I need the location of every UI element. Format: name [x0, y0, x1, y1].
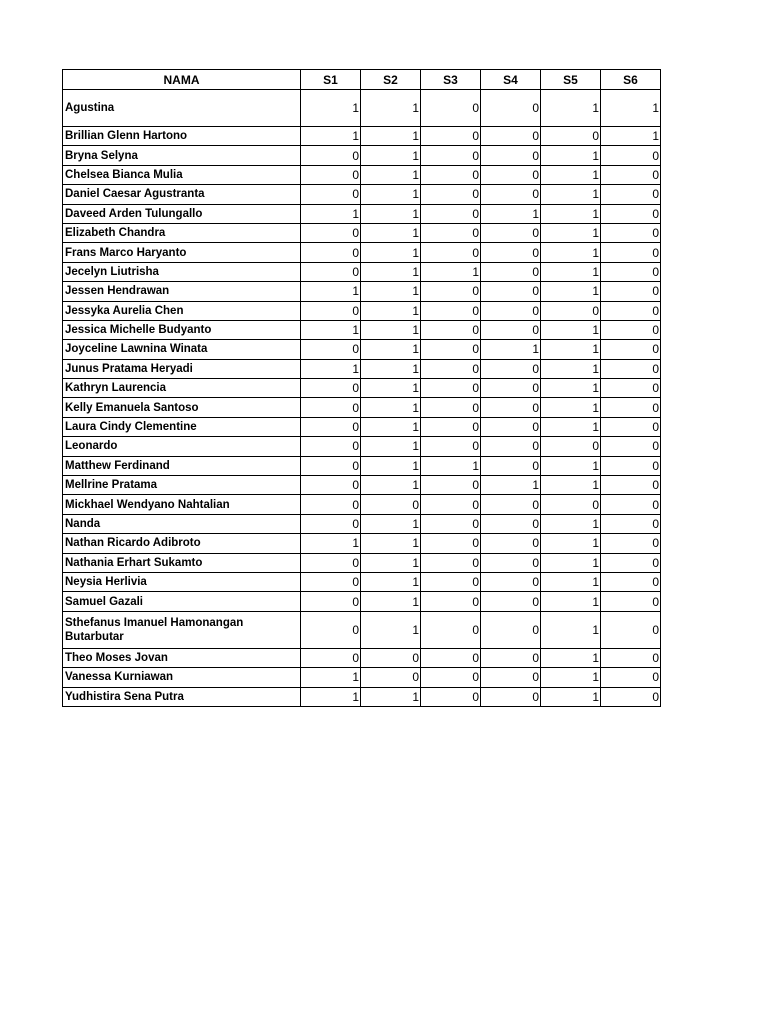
student-name-cell: Jessen Hendrawan: [63, 282, 301, 301]
score-cell-s2: 1: [361, 417, 421, 436]
score-cell-s2: 1: [361, 282, 421, 301]
student-name-cell: Yudhistira Sena Putra: [63, 687, 301, 706]
score-cell-s1: 0: [301, 476, 361, 495]
table-row: [63, 534, 661, 553]
score-cell-s6: 0: [601, 146, 661, 165]
score-cell-s4: 0: [481, 146, 541, 165]
score-cell-s6: 0: [601, 185, 661, 204]
score-cell-s4: 0: [481, 243, 541, 262]
score-cell-s2: 1: [361, 320, 421, 339]
score-cell-s5: 1: [541, 243, 601, 262]
score-cell-s6: 0: [601, 379, 661, 398]
score-cell-s2: 0: [361, 495, 421, 514]
student-name-cell: Mickhael Wendyano Nahtalian: [63, 495, 301, 514]
score-cell-s3: 0: [421, 204, 481, 223]
score-cell-s3: 0: [421, 572, 481, 591]
score-cell-s5: 1: [541, 320, 601, 339]
score-cell-s3: 0: [421, 282, 481, 301]
score-cell-s2: 1: [361, 359, 421, 378]
score-cell-s5: 1: [541, 165, 601, 184]
score-cell-s2: 1: [361, 340, 421, 359]
score-cell-s4: 0: [481, 648, 541, 667]
score-cell-s2: 1: [361, 185, 421, 204]
student-name-cell: Brillian Glenn Hartono: [63, 127, 301, 146]
score-cell-s4: 0: [481, 359, 541, 378]
score-cell-s4: 0: [481, 553, 541, 572]
score-cell-s3: 0: [421, 398, 481, 417]
score-cell-s3: 0: [421, 379, 481, 398]
score-cell-s5: 1: [541, 648, 601, 667]
score-cell-s1: 0: [301, 146, 361, 165]
score-cell-s1: 1: [301, 320, 361, 339]
score-cell-s4: 0: [481, 398, 541, 417]
score-cell-s3: 1: [421, 456, 481, 475]
score-cell-s1: 1: [301, 359, 361, 378]
score-cell-s4: 0: [481, 262, 541, 281]
table-row: [63, 262, 661, 281]
score-cell-s3: 0: [421, 495, 481, 514]
table-row: [63, 243, 661, 262]
score-cell-s2: 1: [361, 687, 421, 706]
header-s3: S3: [421, 70, 481, 90]
score-cell-s5: 1: [541, 417, 601, 436]
score-cell-s5: 1: [541, 379, 601, 398]
student-name-cell: Samuel Gazali: [63, 592, 301, 611]
header-s5: S5: [541, 70, 601, 90]
score-cell-s2: 1: [361, 572, 421, 591]
header-s2: S2: [361, 70, 421, 90]
score-cell-s2: 1: [361, 534, 421, 553]
score-cell-s4: 0: [481, 165, 541, 184]
score-cell-s6: 0: [601, 534, 661, 553]
score-cell-s4: 0: [481, 282, 541, 301]
student-name-cell: Nanda: [63, 514, 301, 533]
table-row: [63, 320, 661, 339]
score-cell-s6: 0: [601, 301, 661, 320]
score-cell-s5: 0: [541, 127, 601, 146]
score-cell-s2: 1: [361, 127, 421, 146]
score-cell-s5: 1: [541, 146, 601, 165]
student-name-cell: Theo Moses Jovan: [63, 648, 301, 667]
score-cell-s6: 0: [601, 437, 661, 456]
score-cell-s2: 1: [361, 243, 421, 262]
table-row: [63, 359, 661, 378]
student-name-cell: Frans Marco Haryanto: [63, 243, 301, 262]
score-cell-s2: 1: [361, 611, 421, 648]
score-cell-s3: 0: [421, 223, 481, 242]
score-cell-s3: 0: [421, 127, 481, 146]
score-cell-s2: 1: [361, 223, 421, 242]
score-cell-s4: 0: [481, 668, 541, 687]
score-cell-s5: 1: [541, 611, 601, 648]
score-cell-s2: 1: [361, 398, 421, 417]
score-cell-s6: 0: [601, 553, 661, 572]
score-cell-s3: 0: [421, 553, 481, 572]
score-cell-s1: 0: [301, 514, 361, 533]
score-cell-s6: 0: [601, 340, 661, 359]
student-name-cell: Nathan Ricardo Adibroto: [63, 534, 301, 553]
table-row: [63, 495, 661, 514]
score-cell-s1: 0: [301, 165, 361, 184]
table-row: [63, 476, 661, 495]
score-cell-s3: 0: [421, 668, 481, 687]
table-row: [63, 417, 661, 436]
score-cell-s2: 1: [361, 301, 421, 320]
table-row: [63, 648, 661, 667]
score-cell-s4: 1: [481, 476, 541, 495]
score-cell-s3: 0: [421, 90, 481, 127]
table-row: [63, 611, 661, 648]
score-cell-s2: 1: [361, 456, 421, 475]
table-row: [63, 165, 661, 184]
table-row: [63, 398, 661, 417]
table-row: [63, 301, 661, 320]
score-cell-s1: 1: [301, 282, 361, 301]
score-cell-s4: 0: [481, 572, 541, 591]
score-cell-s4: 0: [481, 456, 541, 475]
score-cell-s1: 0: [301, 456, 361, 475]
score-cell-s4: 0: [481, 127, 541, 146]
score-cell-s2: 1: [361, 437, 421, 456]
score-cell-s5: 1: [541, 185, 601, 204]
score-cell-s5: 1: [541, 223, 601, 242]
student-name-cell: Jecelyn Liutrisha: [63, 262, 301, 281]
student-name-cell: Kathryn Laurencia: [63, 379, 301, 398]
score-cell-s5: 1: [541, 514, 601, 533]
score-cell-s2: 0: [361, 668, 421, 687]
score-cell-s5: 1: [541, 668, 601, 687]
score-cell-s1: 1: [301, 127, 361, 146]
header-nama: NAMA: [63, 70, 301, 90]
score-cell-s4: 0: [481, 417, 541, 436]
student-name-cell: Neysia Herlivia: [63, 572, 301, 591]
score-cell-s3: 0: [421, 417, 481, 436]
score-cell-s2: 1: [361, 553, 421, 572]
score-cell-s6: 0: [601, 572, 661, 591]
student-name-cell: Nathania Erhart Sukamto: [63, 553, 301, 572]
score-cell-s5: 1: [541, 262, 601, 281]
score-cell-s2: 1: [361, 262, 421, 281]
table-row: [63, 456, 661, 475]
score-cell-s3: 0: [421, 320, 481, 339]
score-cell-s5: 1: [541, 572, 601, 591]
score-cell-s4: 0: [481, 495, 541, 514]
score-cell-s5: 1: [541, 456, 601, 475]
score-cell-s6: 0: [601, 611, 661, 648]
header-row: [63, 70, 661, 90]
score-cell-s1: 0: [301, 495, 361, 514]
student-name-cell: Matthew Ferdinand: [63, 456, 301, 475]
score-cell-s1: 1: [301, 534, 361, 553]
score-cell-s2: 1: [361, 514, 421, 533]
score-cell-s6: 0: [601, 476, 661, 495]
table-row: [63, 668, 661, 687]
score-cell-s1: 0: [301, 243, 361, 262]
score-cell-s3: 0: [421, 185, 481, 204]
table-row: [63, 146, 661, 165]
score-cell-s2: 1: [361, 146, 421, 165]
score-cell-s3: 0: [421, 301, 481, 320]
score-cell-s2: 1: [361, 90, 421, 127]
header-s4: S4: [481, 70, 541, 90]
table-row: [63, 127, 661, 146]
score-cell-s2: 1: [361, 165, 421, 184]
score-cell-s1: 0: [301, 223, 361, 242]
score-cell-s1: 0: [301, 648, 361, 667]
score-cell-s6: 0: [601, 262, 661, 281]
score-cell-s5: 0: [541, 301, 601, 320]
score-cell-s6: 1: [601, 127, 661, 146]
score-cell-s6: 0: [601, 456, 661, 475]
score-cell-s4: 0: [481, 185, 541, 204]
score-cell-s2: 1: [361, 379, 421, 398]
score-cell-s6: 0: [601, 398, 661, 417]
score-cell-s1: 0: [301, 398, 361, 417]
score-cell-s6: 0: [601, 417, 661, 436]
score-cell-s5: 0: [541, 495, 601, 514]
score-cell-s1: 0: [301, 611, 361, 648]
score-cell-s3: 0: [421, 359, 481, 378]
table-row: [63, 204, 661, 223]
student-name-cell: Junus Pratama Heryadi: [63, 359, 301, 378]
table-row: [63, 223, 661, 242]
score-cell-s5: 1: [541, 553, 601, 572]
table-body: [63, 90, 661, 707]
score-cell-s6: 0: [601, 243, 661, 262]
score-cell-s3: 0: [421, 243, 481, 262]
score-cell-s3: 0: [421, 437, 481, 456]
score-cell-s3: 0: [421, 592, 481, 611]
score-cell-s6: 0: [601, 668, 661, 687]
table-row: [63, 572, 661, 591]
score-cell-s5: 1: [541, 204, 601, 223]
student-name-cell: Joyceline Lawnina Winata: [63, 340, 301, 359]
student-name-cell: Agustina: [63, 90, 301, 127]
score-cell-s1: 0: [301, 185, 361, 204]
score-cell-s6: 1: [601, 90, 661, 127]
score-cell-s4: 0: [481, 514, 541, 533]
score-cell-s5: 1: [541, 340, 601, 359]
student-name-cell: Daveed Arden Tulungallo: [63, 204, 301, 223]
score-cell-s3: 0: [421, 534, 481, 553]
table-row: [63, 379, 661, 398]
score-cell-s5: 1: [541, 476, 601, 495]
score-cell-s6: 0: [601, 282, 661, 301]
score-cell-s2: 1: [361, 592, 421, 611]
score-cell-s5: 1: [541, 534, 601, 553]
table-row: [63, 592, 661, 611]
score-cell-s3: 1: [421, 262, 481, 281]
score-cell-s6: 0: [601, 648, 661, 667]
student-name-cell: Daniel Caesar Agustranta: [63, 185, 301, 204]
student-name-cell: Sthefanus Imanuel Hamonangan Butarbutar: [63, 611, 301, 648]
table-row: [63, 437, 661, 456]
score-cell-s6: 0: [601, 223, 661, 242]
score-cell-s3: 0: [421, 476, 481, 495]
score-cell-s4: 1: [481, 340, 541, 359]
score-cell-s1: 0: [301, 572, 361, 591]
score-cell-s1: 0: [301, 437, 361, 456]
header-s6: S6: [601, 70, 661, 90]
student-name-cell: Kelly Emanuela Santoso: [63, 398, 301, 417]
score-cell-s5: 1: [541, 398, 601, 417]
attendance-table: [62, 69, 661, 707]
score-cell-s4: 0: [481, 611, 541, 648]
score-cell-s5: 1: [541, 592, 601, 611]
student-name-cell: Laura Cindy Clementine: [63, 417, 301, 436]
score-cell-s4: 0: [481, 223, 541, 242]
score-cell-s1: 0: [301, 379, 361, 398]
score-cell-s4: 0: [481, 534, 541, 553]
score-cell-s3: 0: [421, 146, 481, 165]
score-cell-s1: 1: [301, 687, 361, 706]
table-row: [63, 687, 661, 706]
score-cell-s5: 1: [541, 90, 601, 127]
score-cell-s6: 0: [601, 359, 661, 378]
score-cell-s2: 1: [361, 204, 421, 223]
score-cell-s6: 0: [601, 514, 661, 533]
score-cell-s2: 0: [361, 648, 421, 667]
student-name-cell: Leonardo: [63, 437, 301, 456]
score-cell-s5: 1: [541, 359, 601, 378]
score-cell-s1: 0: [301, 553, 361, 572]
score-cell-s4: 1: [481, 204, 541, 223]
score-cell-s5: 1: [541, 282, 601, 301]
student-name-cell: Chelsea Bianca Mulia: [63, 165, 301, 184]
score-cell-s4: 0: [481, 687, 541, 706]
score-cell-s3: 0: [421, 611, 481, 648]
score-cell-s3: 0: [421, 340, 481, 359]
score-cell-s3: 0: [421, 648, 481, 667]
score-cell-s1: 0: [301, 417, 361, 436]
score-cell-s5: 1: [541, 687, 601, 706]
header-s1: S1: [301, 70, 361, 90]
score-cell-s6: 0: [601, 592, 661, 611]
score-cell-s6: 0: [601, 204, 661, 223]
score-cell-s4: 0: [481, 437, 541, 456]
score-cell-s6: 0: [601, 687, 661, 706]
score-cell-s3: 0: [421, 165, 481, 184]
score-cell-s4: 0: [481, 379, 541, 398]
score-cell-s2: 1: [361, 476, 421, 495]
table-row: [63, 514, 661, 533]
score-cell-s4: 0: [481, 90, 541, 127]
score-cell-s5: 0: [541, 437, 601, 456]
score-cell-s6: 0: [601, 165, 661, 184]
student-name-cell: Vanessa Kurniawan: [63, 668, 301, 687]
student-name-cell: Jessica Michelle Budyanto: [63, 320, 301, 339]
table-row: [63, 282, 661, 301]
score-cell-s1: 1: [301, 90, 361, 127]
table-row: [63, 340, 661, 359]
score-cell-s4: 0: [481, 301, 541, 320]
student-name-cell: Jessyka Aurelia Chen: [63, 301, 301, 320]
score-cell-s6: 0: [601, 320, 661, 339]
score-cell-s3: 0: [421, 687, 481, 706]
score-cell-s4: 0: [481, 320, 541, 339]
table-row: [63, 90, 661, 127]
table-row: [63, 185, 661, 204]
score-cell-s4: 0: [481, 592, 541, 611]
student-name-cell: Mellrine Pratama: [63, 476, 301, 495]
score-cell-s1: 1: [301, 668, 361, 687]
score-cell-s3: 0: [421, 514, 481, 533]
score-cell-s1: 1: [301, 204, 361, 223]
student-name-cell: Elizabeth Chandra: [63, 223, 301, 242]
score-cell-s1: 0: [301, 301, 361, 320]
score-cell-s1: 0: [301, 262, 361, 281]
score-cell-s6: 0: [601, 495, 661, 514]
score-cell-s1: 0: [301, 592, 361, 611]
score-cell-s1: 0: [301, 340, 361, 359]
table-row: [63, 553, 661, 572]
student-name-cell: Bryna Selyna: [63, 146, 301, 165]
